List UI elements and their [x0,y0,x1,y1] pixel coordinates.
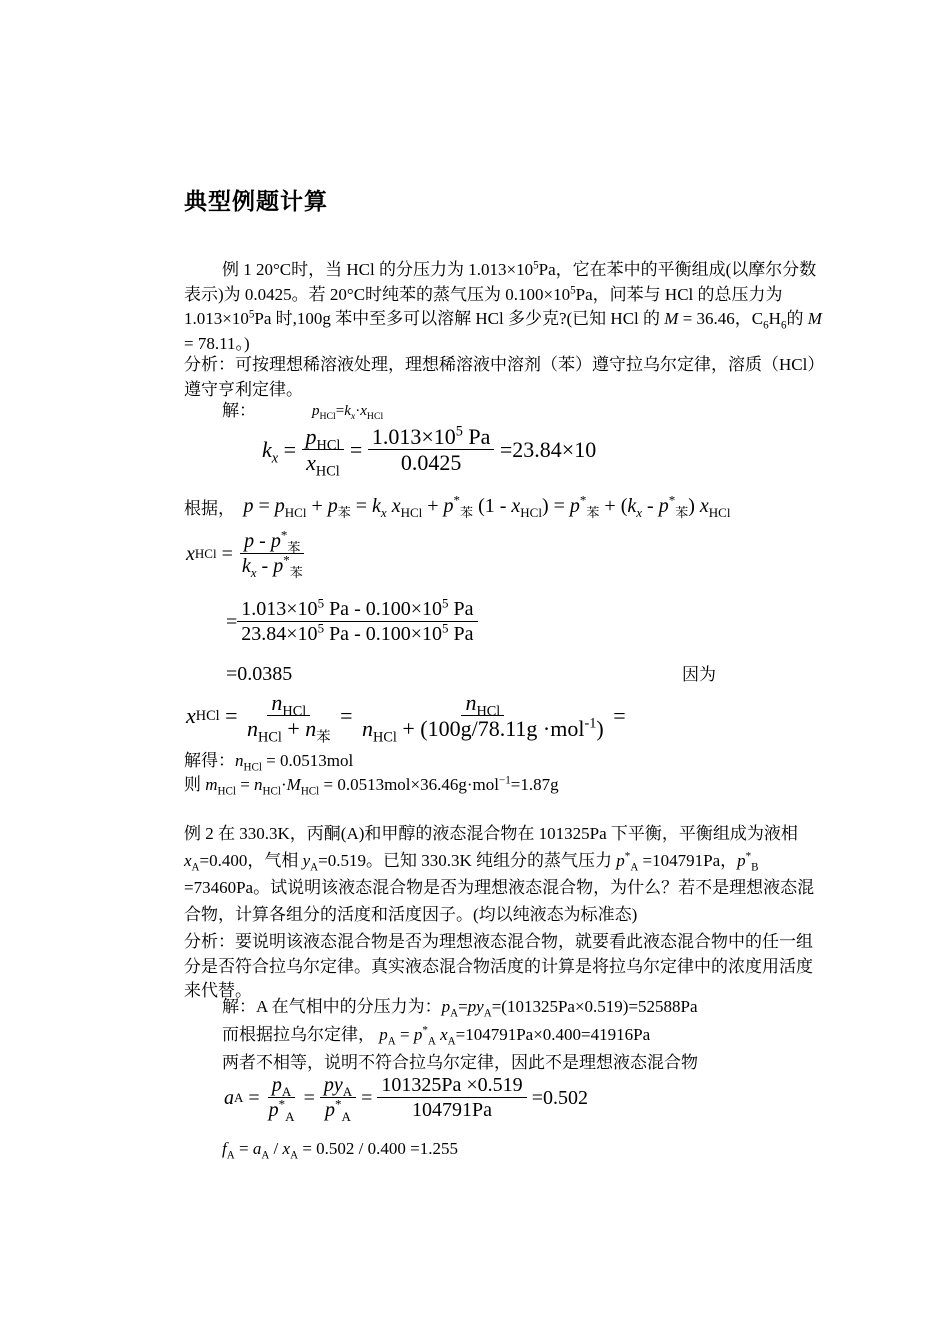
x-symbolic-equation: x HCl = $\frac{p - p^*_苯}{k_x - p^*_苯}$ [186,527,303,580]
example1-statement: 例 1 20°C时，当 HCl 的分压力为 $1.013\times 10^5Pa$，它在苯中的平衡组成(以摩尔分数表示)为 0.0425。若 20°C时纯苯的蒸气压为 $0.100\times 10^5Pa$，问苯与 HCl 的总压力为 $1.013\times 10^5Pa$ 时,100g 苯中至多可以溶解 HCl 多少克?(已知 HCl 的 M = 36.46，$C_6H_6$的 M = 78.11。) [184,259,822,353]
x-numeric-equation: = $\frac{1.013\times 10^5 Pa - 0.100\times 10^5 Pa}{23.84\times 10^5 Pa - 0.100\times 10^5 Pa}$ [226,598,478,646]
activity-equation: a A = $\frac{p_A}{p^*_A}$ = $\frac{py_A}{p^*_A}$ = $\frac{101325Pa \times 0.519}{104791Pa}$ =0.502 [224,1074,588,1124]
activity-factor: $f_A = a_A / x_A = 0.502 / 0.400 =1.255$ [222,1139,458,1162]
because-label: 因为 [682,665,716,684]
example1-analysis: 分析：可按理想稀溶液处理，理想稀溶液中溶剂（苯）遵守拉乌尔定律，溶质（HCl）遵守亨利定律。 [184,355,825,399]
kx-den-2: 0.0425 [400,450,462,476]
kx-num-1: $p_{HCl}$ [302,424,345,450]
kx-den-1: $x_{HCl}$ [306,450,340,480]
example2-statement: 例 2 在 330.3K，丙酮(A)和甲醇的液态混合物在 101325Pa 下平衡，平衡组成为液相 $x_A=0.400$，气相 $y_A=0.519$。已知 330.3K 纯组分的蒸气压力 $p^*_A =104791Pa$，$p^*_B =73460Pa$。试说明该液态混合物是否为理想液态混合物，为什么？若不是理想液态混合物，计算各组分的活度和活度因子。(均以纯液态为标准态) [184,824,815,924]
kx-num-2: $1.013\times 10^5$ Pa [368,424,495,450]
activity-result: =0.502 [531,1086,588,1109]
kx-result: =23.84×10 [499,437,597,463]
result-n: 解得：$n_{HCl} = 0.0513mol$ [184,751,354,774]
example2-step3: 两者不相等，说明不符合拉乌尔定律，因此不是理想液态混合物 [222,1053,698,1072]
example2-step2: 而根据拉乌尔定律， $p_A = p^*_A$ $x_A=104791Pa\times 0.400=41916Pa$ [222,1024,651,1048]
henry-law-equation: $p_{HCl}=k_x\cdot x_{HCl}$ [312,403,384,422]
mole-fraction-equation: x HCl = $\frac{n_{HCl}}{n_{HCl} + n_苯}$ = $\frac{n_{HCl}}{n_{HCl} + (100g/78.11g \cdot mol^{-1})}$ = [186,690,626,746]
example2-step1: 解：A 在气相中的分压力为：$p_A=py_A=(101325Pa\times 0.519)=52588Pa$ [222,997,698,1020]
basis-equation: 根据， $p = p_{HCl} + p_苯 = k_x$ $x_{HCl} + p^*_苯$ $(1 - x_{HCl}) = p^*_苯 + (k_x - p^*_苯)$ $x_{HCl}$ [184,492,731,520]
kx-equation: $k_x$ = $\frac{p_{HCl}}{x_{HCl}}$ = $\frac{1.013\times 10^5 Pa}{0.0425}$ =23.84×10 [262,423,597,480]
basis-label: 根据， [184,499,235,518]
example2-analysis: 分析：要说明该液态混合物是否为理想液态混合物，就要看此液态混合物中的任一组分是否符合拉乌尔定律。真实液态混合物活度的计算是将拉乌尔定律中的浓度用活度来代替。 [184,932,813,1000]
page-title: 典型例题计算 [184,189,328,215]
result-m: 则 $m_{HCl} = n_{HCl}\cdot M_{HCl} = 0.0513mol\times 36.46g\cdot mol^{-1}=1.87g$ [184,774,559,798]
x-result: =0.0385 [226,663,293,685]
solution-label: 解： [222,401,256,420]
